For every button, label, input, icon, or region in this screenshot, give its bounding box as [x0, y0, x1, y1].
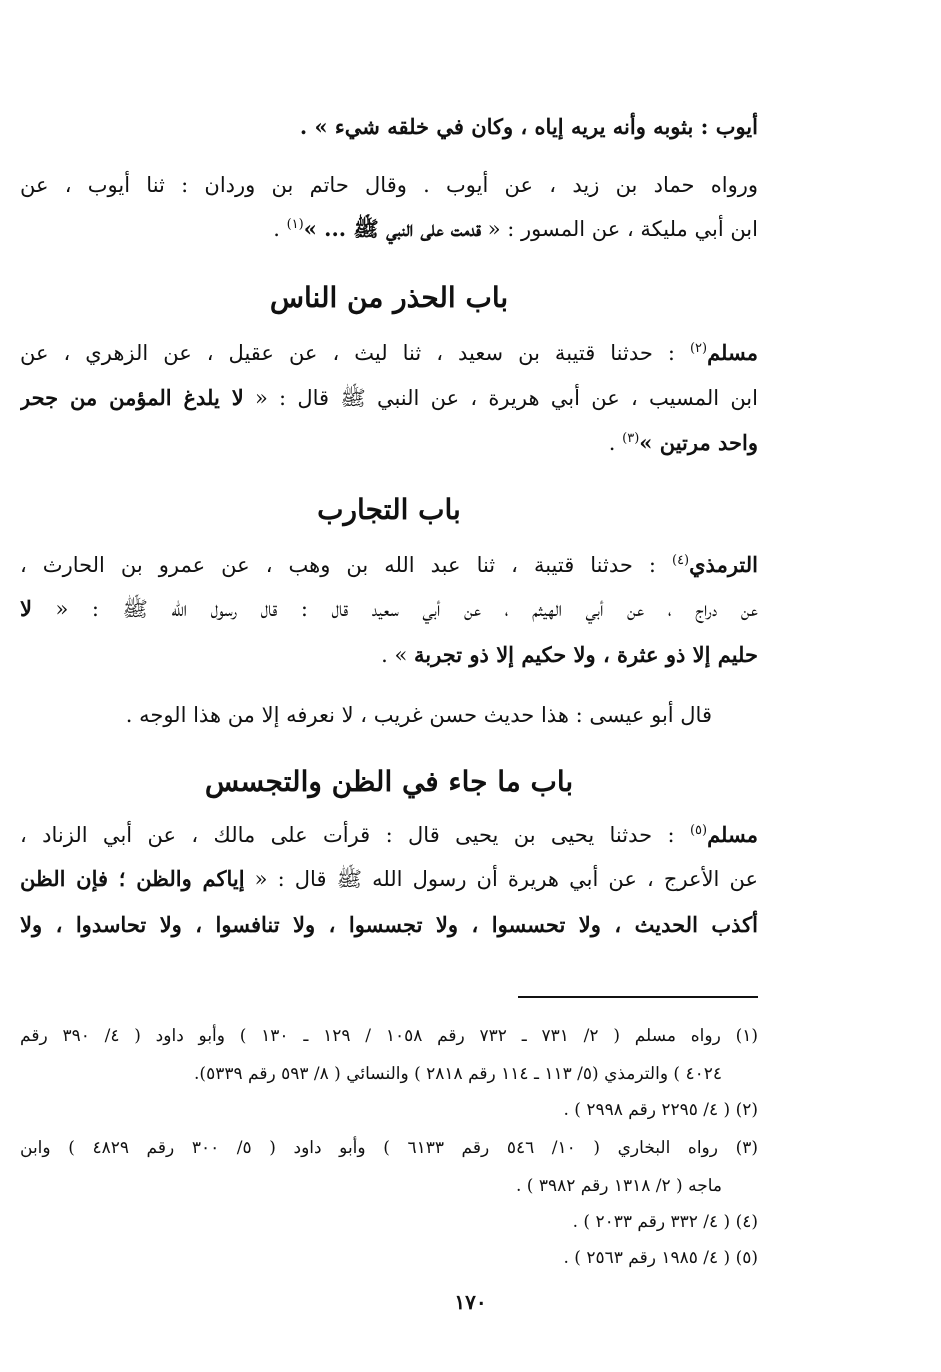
footnote-ref[interactable]: (٤) — [671, 553, 690, 568]
footnote: (٢) ( ٤/ ٢٢٩٥ رقم ٢٩٩٨ ) . — [563, 1100, 758, 1120]
page-number: ١٧٠ — [454, 1290, 487, 1314]
section-heading: باب ما جاء في الظن والتجسس — [204, 765, 574, 798]
text-line: مسلم$^{(٥)}$ : حدثنا يحيى بن يحيى قال : قرأت على مالك ، عن أبي الزناد ، — [20, 822, 758, 847]
section-heading: باب التجارب — [317, 493, 461, 526]
footnote-ref[interactable]: (٢) — [689, 341, 708, 356]
footnote: (٣) رواه البخاري ( ١٠/ ٥٤٦ رقم ٦١٣٣ ) وأبو داود ( ٥/ ٣٠٠ رقم ٤٨٢٩ ) وابن — [20, 1138, 758, 1158]
text-line: قال أبو عيسى : هذا حديث حسن غريب ، لا نعرفه إلا من هذا الوجه . — [125, 703, 712, 727]
text-line: ابن المسيب ، عن أبي هريرة ، عن النبي ﷺ قال : « لا يلدغ المؤمن من جحر — [20, 385, 758, 410]
footnote: ماجه ( ٢/ ١٣١٨ رقم ٣٩٨٢ ) . — [515, 1176, 722, 1196]
footnote-ref[interactable]: (٣) — [622, 431, 640, 446]
text-line: أكذب الحديث ، ولا تحسسوا ، ولا تجسسوا ، ولا تنافسوا ، ولا تحاسدوا ، ولا — [20, 912, 758, 937]
footnote: ٤٠٢٤ ) والترمذي (٥/ ١١٣ ـ ١١٤ رقم ٢٨١٨ ) والنسائي ( ٨/ ٥٩٣ رقم ٥٣٣٩). — [194, 1064, 722, 1084]
text-line: عن الأعرج ، عن أبي هريرة أن رسول الله ﷺ قال : « إياكم والظن ؛ فإن الظن — [20, 866, 758, 891]
footnote-ref[interactable]: (١) — [286, 217, 304, 232]
text-line: حليم إلا ذو عثرة ، ولا حكيم إلا ذو تجربة » . — [381, 642, 758, 667]
text-line: ورواه حماد بن زيد ، عن أيوب . وقال حاتم بن وردان : ثنا أيوب ، عن — [20, 173, 758, 197]
text-line: عن دراج ، عن أبي الهيثم ، عن أبي سعيد قال : قال رسول الله ﷺ : « لا — [20, 596, 758, 621]
footnote: (٤) ( ٤/ ٣٣٢ رقم ٢٠٣٣ ) . — [572, 1212, 758, 1232]
footnote-ref[interactable]: (٥) — [689, 823, 708, 838]
text-line: الترمذي$^{(٤)}$ : حدثنا قتيبة ، ثنا عبد الله بن وهب ، عن عمرو بن الحارث ، — [20, 552, 758, 577]
footnote: (٥) ( ٤/ ١٩٨٥ رقم ٢٥٦٣ ) . — [563, 1248, 758, 1268]
footnote: (١) رواه مسلم ( ٢/ ٧٣١ ـ ٧٣٢ رقم ١٠٥٨ / ١٢٩ ـ ١٣٠ ) وأبو داود ( ٤/ ٣٩٠ رقم — [20, 1026, 758, 1046]
text-line: ابن أبي مليكة ، عن المسور : « قدمت على النبي ﷺ ... »$^{(١)}$ . — [273, 216, 758, 241]
section-heading: باب الحذر من الناس — [269, 281, 509, 314]
text-line: مسلم$^{(٢)}$ : حدثنا قتيبة بن سعيد ، ثنا ليث ، عن عقيل ، عن الزهري ، عن — [20, 340, 758, 365]
text-line: واحد مرتين »$^{(٣)}$ . — [608, 430, 758, 455]
footnote-separator — [518, 996, 758, 998]
text-line: أيوب : بثوبه وأنه يريه إياه ، وكان في خلقه شيء » . — [299, 114, 758, 139]
